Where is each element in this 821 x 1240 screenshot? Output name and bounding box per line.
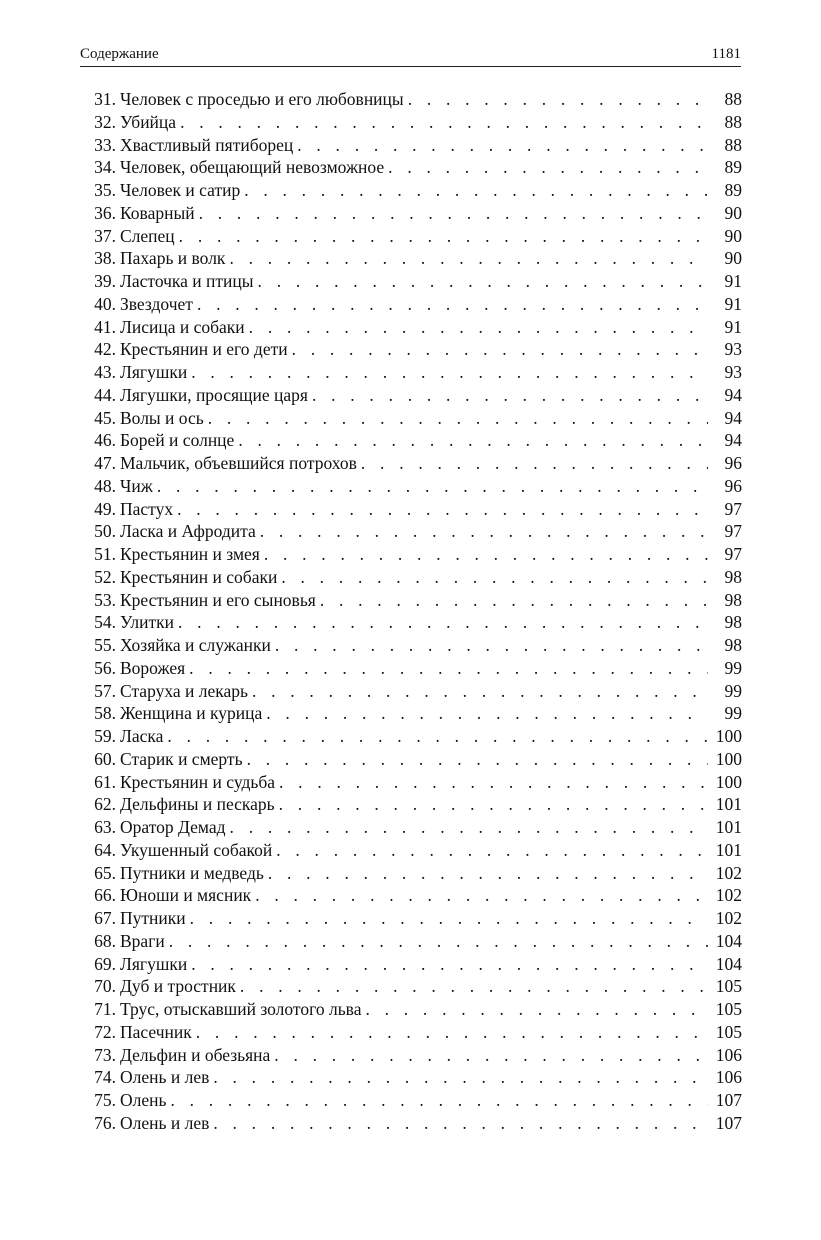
entry-title: Ласточка и птицы <box>120 271 254 291</box>
entry-page-number: 98 <box>724 589 742 610</box>
entry-page-number: 88 <box>724 89 742 109</box>
entry-page-number: 94 <box>724 384 742 405</box>
entry-title: Лягушки, просящие царя <box>120 384 308 405</box>
toc-entry <box>80 179 742 202</box>
entry-page-number: 102 <box>715 862 742 883</box>
entry-page-number: 88 <box>724 134 742 155</box>
dot-leader <box>249 316 708 339</box>
toc-entry <box>80 793 742 816</box>
header-title: Содержание <box>80 46 159 62</box>
entry-title: Слепец <box>120 225 175 246</box>
entry-number: 62. <box>94 794 116 815</box>
entry-number: 35. <box>94 180 116 200</box>
entry-page-number: 88 <box>724 111 742 132</box>
entry-number: 59. <box>94 726 116 746</box>
dot-leader <box>279 771 708 794</box>
entry-title: Женщина и курица <box>120 703 263 724</box>
entry-number: 37. <box>94 225 116 246</box>
entry-number: 66. <box>94 885 116 906</box>
entry-title: Дуб и тростник <box>120 976 236 997</box>
dot-leader <box>157 475 708 498</box>
entry-page-number: 97 <box>724 498 742 519</box>
toc-entry <box>80 725 742 748</box>
entry-title: Хозяйка и служанки <box>120 635 271 655</box>
entry-title: Враги <box>120 930 165 951</box>
dot-leader <box>190 907 708 930</box>
entry-page-number: 90 <box>724 202 742 223</box>
entry-page-number: 98 <box>724 566 742 587</box>
entry-page-number: 96 <box>724 475 742 496</box>
toc-entry <box>80 225 742 248</box>
dot-leader <box>279 793 708 816</box>
entry-title: Человек и сатир <box>120 180 241 200</box>
entry-page-number: 104 <box>715 953 742 974</box>
dot-leader <box>169 930 708 953</box>
entry-title: Крестьянин и судьба <box>120 771 276 792</box>
entry-number: 41. <box>94 316 116 337</box>
toc-entry <box>80 156 742 179</box>
toc-entry <box>80 1066 742 1089</box>
entry-page-number: 107 <box>715 1090 742 1110</box>
dot-leader <box>365 998 708 1021</box>
entry-page-number: 105 <box>715 999 742 1019</box>
dot-leader <box>179 225 708 248</box>
entry-page-number: 97 <box>724 544 742 564</box>
toc-entry <box>80 202 742 225</box>
entry-number: 39. <box>94 271 116 291</box>
dot-leader <box>178 611 708 634</box>
entry-number: 69. <box>94 953 116 974</box>
entry-title: Убийца <box>120 111 177 132</box>
dot-leader <box>255 884 708 907</box>
entry-number: 36. <box>94 202 116 223</box>
entry-title: Ласка <box>120 726 164 746</box>
entry-page-number: 98 <box>724 635 742 655</box>
entry-title: Олень и лев <box>120 1067 210 1088</box>
entry-title: Крестьянин и его сыновья <box>120 589 316 610</box>
toc-entry <box>80 611 742 634</box>
toc-entry <box>80 839 742 862</box>
toc-entry <box>80 907 742 930</box>
toc-entry <box>80 634 742 657</box>
toc-entry <box>80 1021 742 1044</box>
dot-leader <box>252 680 708 703</box>
entry-page-number: 90 <box>724 248 742 269</box>
entry-title: Лягушки <box>120 362 188 382</box>
entry-title: Волы и ось <box>120 407 204 428</box>
toc-entry <box>80 816 742 839</box>
dot-leader <box>170 1089 708 1112</box>
dot-leader <box>247 748 708 771</box>
toc-entry <box>80 316 742 339</box>
toc-entry <box>80 862 742 885</box>
entry-number: 76. <box>94 1112 116 1133</box>
dot-leader <box>276 839 708 862</box>
running-header <box>80 44 741 67</box>
dot-leader <box>260 520 708 543</box>
entry-title: Старик и смерть <box>120 748 243 769</box>
dot-leader <box>312 384 708 407</box>
entry-number: 40. <box>94 293 116 314</box>
entry-number: 72. <box>94 1021 116 1042</box>
entry-number: 65. <box>94 862 116 883</box>
toc-entry <box>80 953 742 976</box>
entry-number: 70. <box>94 976 116 997</box>
entry-page-number: 94 <box>724 407 742 428</box>
toc-entry <box>80 293 742 316</box>
dot-leader <box>199 202 708 225</box>
dot-leader <box>191 361 708 384</box>
dot-leader <box>244 179 708 202</box>
toc-entry <box>80 884 742 907</box>
entry-page-number: 99 <box>724 680 742 701</box>
entry-title: Пахарь и волк <box>120 248 226 269</box>
entry-title: Оратор Демад <box>120 817 226 837</box>
entry-title: Юноши и мясник <box>120 885 252 906</box>
entry-title: Человек, обещающий невозможное <box>120 157 385 178</box>
entry-number: 51. <box>94 544 116 564</box>
entry-page-number: 97 <box>724 521 742 542</box>
entry-title: Пастух <box>120 498 174 519</box>
entry-page-number: 101 <box>715 839 742 860</box>
entry-title: Олень и лев <box>120 1112 210 1133</box>
entry-page-number: 100 <box>715 726 742 746</box>
dot-leader <box>388 156 708 179</box>
entry-page-number: 101 <box>715 817 742 837</box>
toc-entry <box>80 361 742 384</box>
toc-entry <box>80 88 742 111</box>
table-of-contents <box>80 88 742 1135</box>
entry-page-number: 90 <box>724 225 742 246</box>
toc-entry <box>80 543 742 566</box>
entry-title: Лягушки <box>120 953 188 974</box>
toc-entry <box>80 452 742 475</box>
entry-number: 38. <box>94 248 116 269</box>
entry-number: 45. <box>94 407 116 428</box>
toc-entry <box>80 1112 742 1135</box>
entry-number: 73. <box>94 1044 116 1065</box>
dot-leader <box>258 270 708 293</box>
entry-number: 64. <box>94 839 116 860</box>
entry-title: Путники <box>120 908 186 928</box>
entry-title: Лисица и собаки <box>120 316 245 337</box>
entry-number: 56. <box>94 657 116 678</box>
toc-entry <box>80 657 742 680</box>
entry-number: 68. <box>94 930 116 951</box>
entry-number: 46. <box>94 430 116 451</box>
toc-entry <box>80 998 742 1021</box>
entry-number: 31. <box>94 89 116 109</box>
entry-page-number: 98 <box>724 612 742 633</box>
entry-page-number: 99 <box>724 657 742 678</box>
entry-number: 48. <box>94 475 116 496</box>
toc-entry <box>80 429 742 452</box>
entry-title: Пасечник <box>120 1021 192 1042</box>
entry-page-number: 105 <box>715 1021 742 1042</box>
entry-page-number: 102 <box>715 908 742 928</box>
entry-page-number: 99 <box>724 703 742 724</box>
entry-number: 34. <box>94 157 116 178</box>
toc-entry <box>80 1089 742 1112</box>
dot-leader <box>268 862 708 885</box>
toc-entry <box>80 384 742 407</box>
entry-number: 53. <box>94 589 116 610</box>
entry-number: 61. <box>94 771 116 792</box>
entry-number: 54. <box>94 612 116 633</box>
toc-entry <box>80 975 742 998</box>
entry-title: Дельфины и пескарь <box>120 794 275 815</box>
toc-entry <box>80 134 742 157</box>
entry-number: 74. <box>94 1067 116 1088</box>
dot-leader <box>361 452 708 475</box>
entry-page-number: 100 <box>715 748 742 769</box>
entry-title: Ворожея <box>120 657 186 678</box>
dot-leader <box>197 293 708 316</box>
toc-entry <box>80 338 742 361</box>
dot-leader <box>213 1112 708 1135</box>
dot-leader <box>240 975 708 998</box>
entry-page-number: 89 <box>724 157 742 178</box>
entry-number: 63. <box>94 817 116 837</box>
entry-title: Старуха и лекарь <box>120 680 248 701</box>
dot-leader <box>189 657 708 680</box>
dot-leader <box>191 953 708 976</box>
entry-page-number: 91 <box>724 271 742 291</box>
entry-title: Трус, отыскавший золотого льва <box>120 999 362 1019</box>
dot-leader <box>167 725 708 748</box>
entry-title: Чиж <box>120 475 153 496</box>
entry-page-number: 106 <box>715 1044 742 1065</box>
dot-leader <box>408 88 708 111</box>
entry-title: Ласка и Афродита <box>120 521 256 542</box>
dot-leader <box>230 816 708 839</box>
entry-title: Крестьянин и собаки <box>120 566 278 587</box>
entry-number: 32. <box>94 111 116 132</box>
entry-page-number: 91 <box>724 293 742 314</box>
entry-title: Дельфин и обезьяна <box>120 1044 271 1065</box>
entry-title: Борей и солнце <box>120 430 235 451</box>
toc-entry <box>80 680 742 703</box>
entry-page-number: 89 <box>724 180 742 200</box>
entry-title: Мальчик, объевшийся потрохов <box>120 453 357 473</box>
entry-number: 43. <box>94 362 116 382</box>
dot-leader <box>177 498 708 521</box>
entry-number: 33. <box>94 134 116 155</box>
entry-title: Крестьянин и его дети <box>120 339 288 360</box>
toc-entry <box>80 566 742 589</box>
entry-number: 55. <box>94 635 116 655</box>
toc-entry <box>80 520 742 543</box>
entry-number: 60. <box>94 748 116 769</box>
entry-page-number: 102 <box>715 885 742 906</box>
dot-leader <box>281 566 708 589</box>
dot-leader <box>180 111 708 134</box>
entry-title: Улитки <box>120 612 175 633</box>
entry-number: 42. <box>94 339 116 360</box>
entry-number: 47. <box>94 453 116 473</box>
entry-page-number: 93 <box>724 339 742 360</box>
entry-title: Коварный <box>120 202 195 223</box>
entry-title: Человек с проседью и его любовницы <box>120 89 404 109</box>
entry-number: 75. <box>94 1090 116 1110</box>
toc-entry <box>80 475 742 498</box>
entry-title: Путники и медведь <box>120 862 264 883</box>
dot-leader <box>266 702 708 725</box>
entry-page-number: 100 <box>715 771 742 792</box>
dot-leader <box>213 1066 708 1089</box>
dot-leader <box>297 134 708 157</box>
dot-leader <box>275 634 708 657</box>
entry-number: 52. <box>94 566 116 587</box>
entry-page-number: 91 <box>724 316 742 337</box>
dot-leader <box>196 1021 708 1044</box>
dot-leader <box>208 407 708 430</box>
dot-leader <box>229 247 708 270</box>
toc-entry <box>80 702 742 725</box>
toc-entry <box>80 111 742 134</box>
dot-leader <box>238 429 708 452</box>
toc-entry <box>80 498 742 521</box>
toc-entry <box>80 270 742 293</box>
toc-entry <box>80 930 742 953</box>
entry-number: 50. <box>94 521 116 542</box>
entry-page-number: 107 <box>715 1112 742 1133</box>
dot-leader <box>264 543 708 566</box>
entry-page-number: 94 <box>724 430 742 451</box>
entry-page-number: 106 <box>715 1067 742 1088</box>
header-page-number: 1181 <box>711 46 741 62</box>
toc-entry <box>80 247 742 270</box>
toc-entry <box>80 1044 742 1067</box>
entry-number: 67. <box>94 908 116 928</box>
entry-number: 49. <box>94 498 116 519</box>
dot-leader <box>320 589 708 612</box>
entry-title: Укушенный собакой <box>120 839 273 860</box>
entry-number: 58. <box>94 703 116 724</box>
entry-title: Хвастливый пятиборец <box>120 134 294 155</box>
entry-number: 71. <box>94 999 116 1019</box>
entry-page-number: 101 <box>715 794 742 815</box>
entry-page-number: 93 <box>724 362 742 382</box>
dot-leader <box>292 338 708 361</box>
toc-entry <box>80 771 742 794</box>
entry-number: 44. <box>94 384 116 405</box>
toc-entry <box>80 748 742 771</box>
entry-page-number: 96 <box>724 453 742 473</box>
entry-title: Олень <box>120 1090 167 1110</box>
toc-entry <box>80 589 742 612</box>
entry-title: Крестьянин и змея <box>120 544 260 564</box>
entry-title: Звездочет <box>120 293 193 314</box>
dot-leader <box>274 1044 708 1067</box>
entry-page-number: 104 <box>715 930 742 951</box>
entry-page-number: 105 <box>715 976 742 997</box>
toc-entry <box>80 407 742 430</box>
entry-number: 57. <box>94 680 116 701</box>
